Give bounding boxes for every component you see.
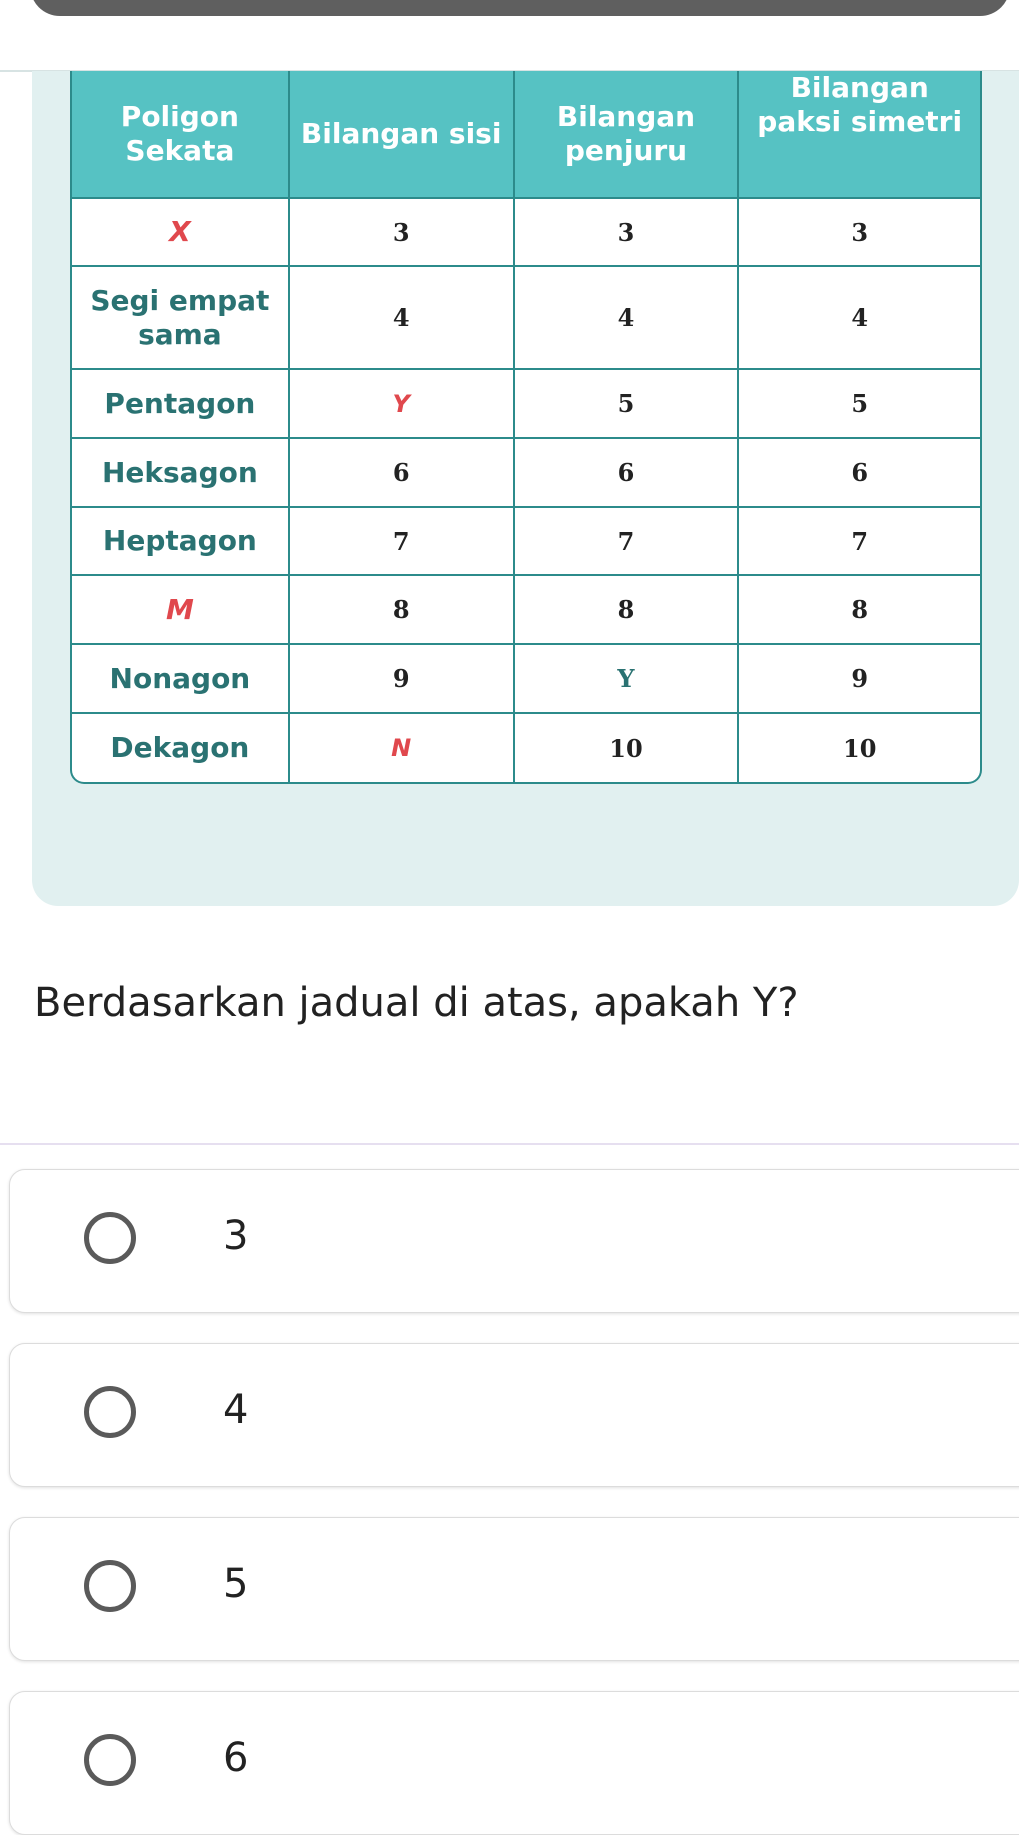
- table-row: [72, 508, 980, 576]
- option-label: 4: [223, 1387, 249, 1433]
- cell-sides: N: [290, 714, 515, 782]
- cell-symmetry: 3: [739, 199, 980, 267]
- question-text: Berdasarkan jadual di atas, apakah Y?: [34, 980, 799, 1026]
- cell-vertices: 8: [515, 576, 740, 645]
- cell-vertices: 6: [515, 439, 740, 508]
- cell-polygon: Nonagon: [72, 645, 290, 714]
- table-row: [72, 439, 980, 508]
- cell-sides: 3: [290, 199, 515, 267]
- header-symmetry-axes: Bilangan paksi simetri: [739, 71, 980, 199]
- cell-sides: 9: [290, 645, 515, 714]
- cell-polygon: Pentagon: [72, 370, 290, 439]
- cell-polygon: X: [72, 199, 290, 267]
- header-polygon: Poligon Sekata: [72, 71, 290, 199]
- option-4[interactable]: [9, 1343, 1019, 1487]
- header-sides: Bilangan sisi: [290, 71, 515, 199]
- cell-symmetry: 4: [739, 267, 980, 370]
- option-3[interactable]: [9, 1169, 1019, 1313]
- cell-vertices: 10: [515, 714, 740, 782]
- cell-polygon: Dekagon: [72, 714, 290, 782]
- table-row: [72, 370, 980, 439]
- radio-circle-icon[interactable]: [84, 1212, 136, 1264]
- radio-circle-icon[interactable]: [84, 1386, 136, 1438]
- question-divider: [0, 1143, 1019, 1145]
- table-row: [72, 199, 980, 267]
- top-bar: [30, 0, 1010, 16]
- cell-polygon: Heksagon: [72, 439, 290, 508]
- cell-vertices: Y: [515, 645, 740, 714]
- cell-sides: 7: [290, 508, 515, 576]
- cell-sides: 8: [290, 576, 515, 645]
- cell-vertices: 7: [515, 508, 740, 576]
- option-label: 3: [223, 1213, 249, 1259]
- cell-symmetry: 5: [739, 370, 980, 439]
- cell-polygon: Segi empat sama: [72, 267, 290, 370]
- table-row: [72, 267, 980, 370]
- cell-symmetry: 7: [739, 508, 980, 576]
- header-vertices: Bilangan penjuru: [515, 71, 740, 199]
- radio-circle-icon[interactable]: [84, 1734, 136, 1786]
- radio-circle-icon[interactable]: [84, 1560, 136, 1612]
- cell-sides: 6: [290, 439, 515, 508]
- cell-symmetry: 6: [739, 439, 980, 508]
- option-label: 6: [223, 1735, 249, 1781]
- cell-symmetry: 8: [739, 576, 980, 645]
- option-6[interactable]: [9, 1691, 1019, 1835]
- cell-vertices: 3: [515, 199, 740, 267]
- table-header-row: [72, 71, 980, 199]
- table-panel: [32, 71, 1019, 906]
- table-row: [72, 576, 980, 645]
- cell-symmetry: 9: [739, 645, 980, 714]
- table-row: [72, 645, 980, 714]
- cell-vertices: 5: [515, 370, 740, 439]
- cell-sides: Y: [290, 370, 515, 439]
- cell-symmetry: 10: [843, 733, 877, 763]
- table-row: [72, 714, 980, 782]
- polygon-table: [70, 71, 982, 784]
- option-5[interactable]: [9, 1517, 1019, 1661]
- cell-vertices: 4: [515, 267, 740, 370]
- cell-polygon: Heptagon: [72, 508, 290, 576]
- cell-polygon: M: [72, 576, 290, 645]
- option-label: 5: [223, 1561, 249, 1607]
- cell-sides: 4: [290, 267, 515, 370]
